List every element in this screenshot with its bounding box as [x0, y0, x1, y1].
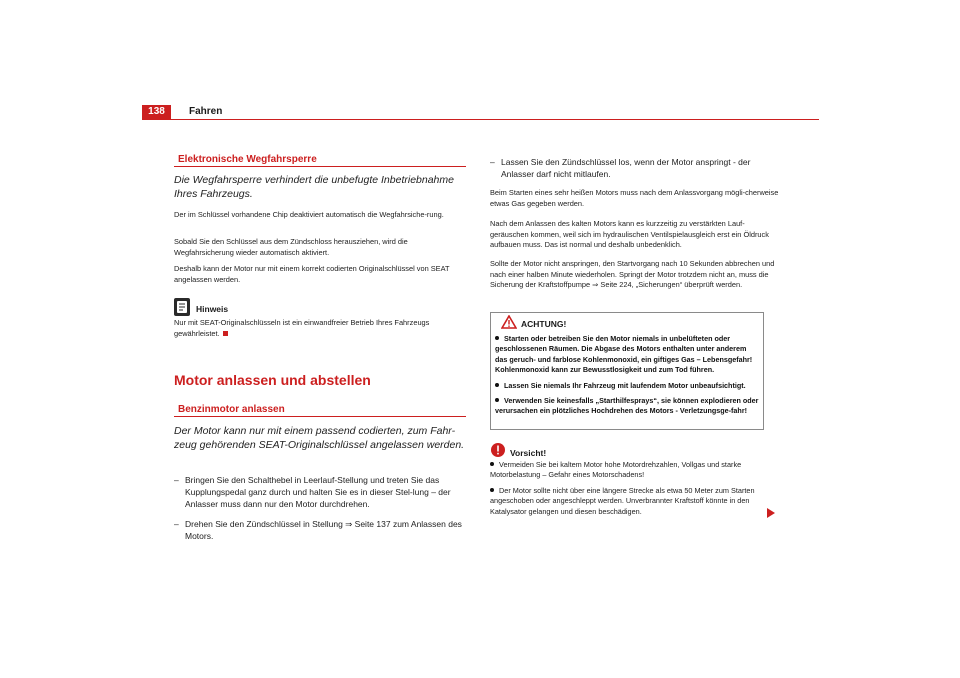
step-item: – Bringen Sie den Schalthebel in Leerlauf-Stellung und treten Sie das Kupplungspedal ganz durch und halten Sie es in dieser Stel-lung – der Anlasser muss dann nur den Motor durchdrehen.	[174, 475, 451, 509]
bullet-icon	[495, 383, 499, 387]
section-title-wegfahrsperre: Elektronische Wegfahrsperre	[174, 153, 466, 167]
paragraph: Sobald Sie den Schlüssel aus dem Zündschloss herausziehen, wird die Wegfahrsicherung wieder automatisch aktiviert.	[174, 237, 408, 257]
note-heading	[174, 298, 274, 318]
caution-label: Vorsicht!	[510, 448, 547, 458]
caution-item: Vermeiden Sie bei kaltem Motor hohe Motordrehzahlen, Vollgas und starke Motorbelastung – Gefahr eines Motorschadens!	[490, 460, 742, 480]
note-label: Hinweis	[196, 304, 229, 314]
warning-item: Starten oder betreiben Sie den Motor niemals in unbelüfteten oder geschlossenen Räumen. Die Abgase des Motors enthalten unter anderem das geruch- und farblose Kohlenmonoxid, ein giftiges Gas – Lebensgefahr! Kohlenmonoxid kann zur Bewusstlosigkeit und zum Tod führen.	[495, 334, 753, 375]
warning-label: ACHTUNG!	[521, 319, 567, 329]
section-title-benzinmotor: Benzinmotor anlassen	[174, 403, 466, 417]
paragraph: Deshalb kann der Motor nur mit einem korrekt codierten Originalschlüssel von SEAT angelassen werden.	[174, 264, 450, 284]
end-marker	[223, 331, 228, 336]
caution-text	[490, 460, 782, 517]
warning-item: Lassen Sie niemals Ihr Fahrzeug mit laufendem Motor unbeaufsichtigt.	[495, 381, 759, 391]
warning-heading	[491, 313, 763, 331]
main-heading: Motor anlassen und abstellen	[174, 372, 371, 388]
section-lead-wegfahrsperre: Die Wegfahrsperre verhindert die unbefugte Inbetriebnahme Ihres Fahrzeugs.	[174, 174, 454, 200]
step-item: – Lassen Sie den Zündschlüssel los, wenn der Motor anspringt - der Anlasser darf nicht mitlaufen.	[490, 157, 751, 179]
paragraph: Nach dem Anlassen des kalten Motors kann es kurzzeitig zu verstärkten Lauf-geräuschen kommen, weil sich im hydraulischen Ventilspielausgleich erst ein Öldruck aufbauen muss. Das ist normal und deshalb unbedenklich.	[490, 219, 769, 249]
header-rule	[142, 119, 819, 120]
step-item: – Drehen Sie den Zündschlüssel in Stellung ⇒ Seite 137 zum Anlassen des Motors.	[174, 519, 462, 541]
next-page-arrow-icon[interactable]	[766, 507, 776, 519]
warning-box	[490, 312, 764, 430]
note-text: Nur mit SEAT-Originalschlüsseln ist ein einwandfreier Betrieb Ihres Fahrzeugs gewährleistet.	[174, 318, 430, 338]
note-icon	[174, 298, 190, 316]
bullet-icon	[490, 488, 494, 492]
page-number: 138	[148, 106, 165, 117]
caution-item: Der Motor sollte nicht über eine längere Strecke als etwa 50 Meter zum Starten angeschoben oder angeschleppt werden. Unverbrannter Kraftstoff könnte in den Katalysator gelangen und diesen beschädigen.	[490, 485, 755, 516]
section-lead-benzinmotor: Der Motor kann nur mit einem passend codierten, zum Fahr-zeug gehörenden SEAT-Originalschlüssel angelassen werden.	[174, 425, 465, 451]
caution-heading	[490, 442, 610, 460]
warning-triangle-icon	[501, 315, 517, 329]
bullet-icon	[490, 462, 494, 466]
paragraph: Sollte der Motor nicht anspringen, den Startvorgang nach 10 Sekunden abbrechen und nach einer halben Minute wiederholen. Springt der Motor trotzdem nicht an, muss die Sicherung der Kraftstoffpumpe ⇒ Seite 224, „Sicherungen“ überprüft werden.	[490, 259, 775, 289]
bullet-icon	[495, 336, 499, 340]
warning-text	[495, 334, 759, 417]
chapter-title: Fahren	[189, 106, 223, 117]
bullet-icon	[495, 398, 499, 402]
caution-icon	[490, 442, 506, 458]
warning-item: Verwenden Sie keinesfalls „Starthilfesprays“, sie können explodieren oder verursachen ein plötzliches Hochdrehen des Motors - Verletzungsge-fahr!	[495, 396, 759, 416]
paragraph: Beim Starten eines sehr heißen Motors muss nach dem Anlassvorgang mögli-cherweise etwas Gas gegeben werden.	[490, 188, 779, 208]
paragraph: Der im Schlüssel vorhandene Chip deaktiviert automatisch die Wegfahrsiche-rung.	[174, 210, 444, 219]
